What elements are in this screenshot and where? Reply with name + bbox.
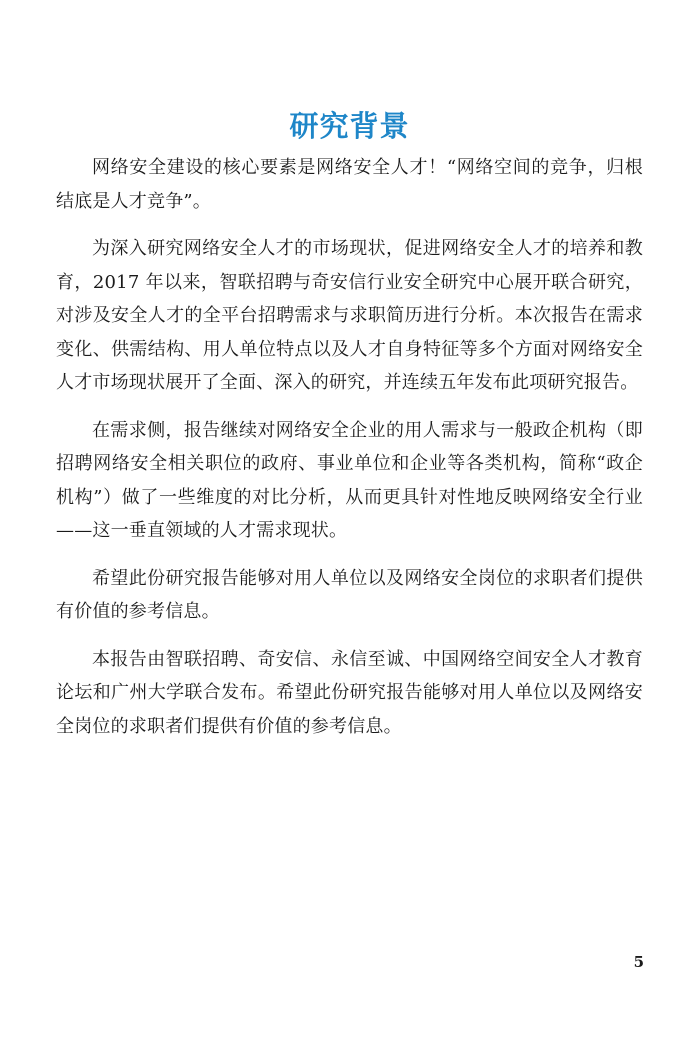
page-title: 研究背景	[289, 109, 410, 143]
paragraph-intro: 网络安全建设的核心要素是网络安全人才！“网络空间的竞争，归根结底是人才竞争”。	[56, 157, 643, 212]
paragraph-demand-side: 在需求侧，报告继续对网络安全企业的用人需求与一般政企机构（即招聘网络安全相关职位的政府、事业单位和企业等各类机构，简称“政企机构”）做了一些维度的对比分析，从而更具针对性地反映网络安全行业——这一垂直领域的人才需求现状。	[56, 419, 643, 541]
page-number: 5	[633, 953, 644, 971]
paragraph-hope: 希望此份研究报告能够对用人单位以及网络安全岗位的求职者们提供有价值的参考信息。	[56, 567, 643, 622]
body-text	[56, 151, 643, 757]
paragraph-research-purpose: 为深入研究网络安全人才的市场现状，促进网络安全人才的培养和教育，2017 年以来，智联招聘与奇安信行业安全研究中心展开联合研究，对涉及安全人才的全平台招聘需求与求职简历进行分析。本次报告在需求变化、供需结构、用人单位特点以及人才自身特征等多个方面对网络安全人才市场现状展开了全面、深入的研究，并连续五年发布此项研究报告。	[56, 238, 643, 393]
paragraph-publishers: 本报告由智联招聘、奇安信、永信至诚、中国网络空间安全人才教育论坛和广州大学联合发布。希望此份研究报告能够对用人单位以及网络安全岗位的求职者们提供有价值的参考信息。	[56, 648, 643, 737]
